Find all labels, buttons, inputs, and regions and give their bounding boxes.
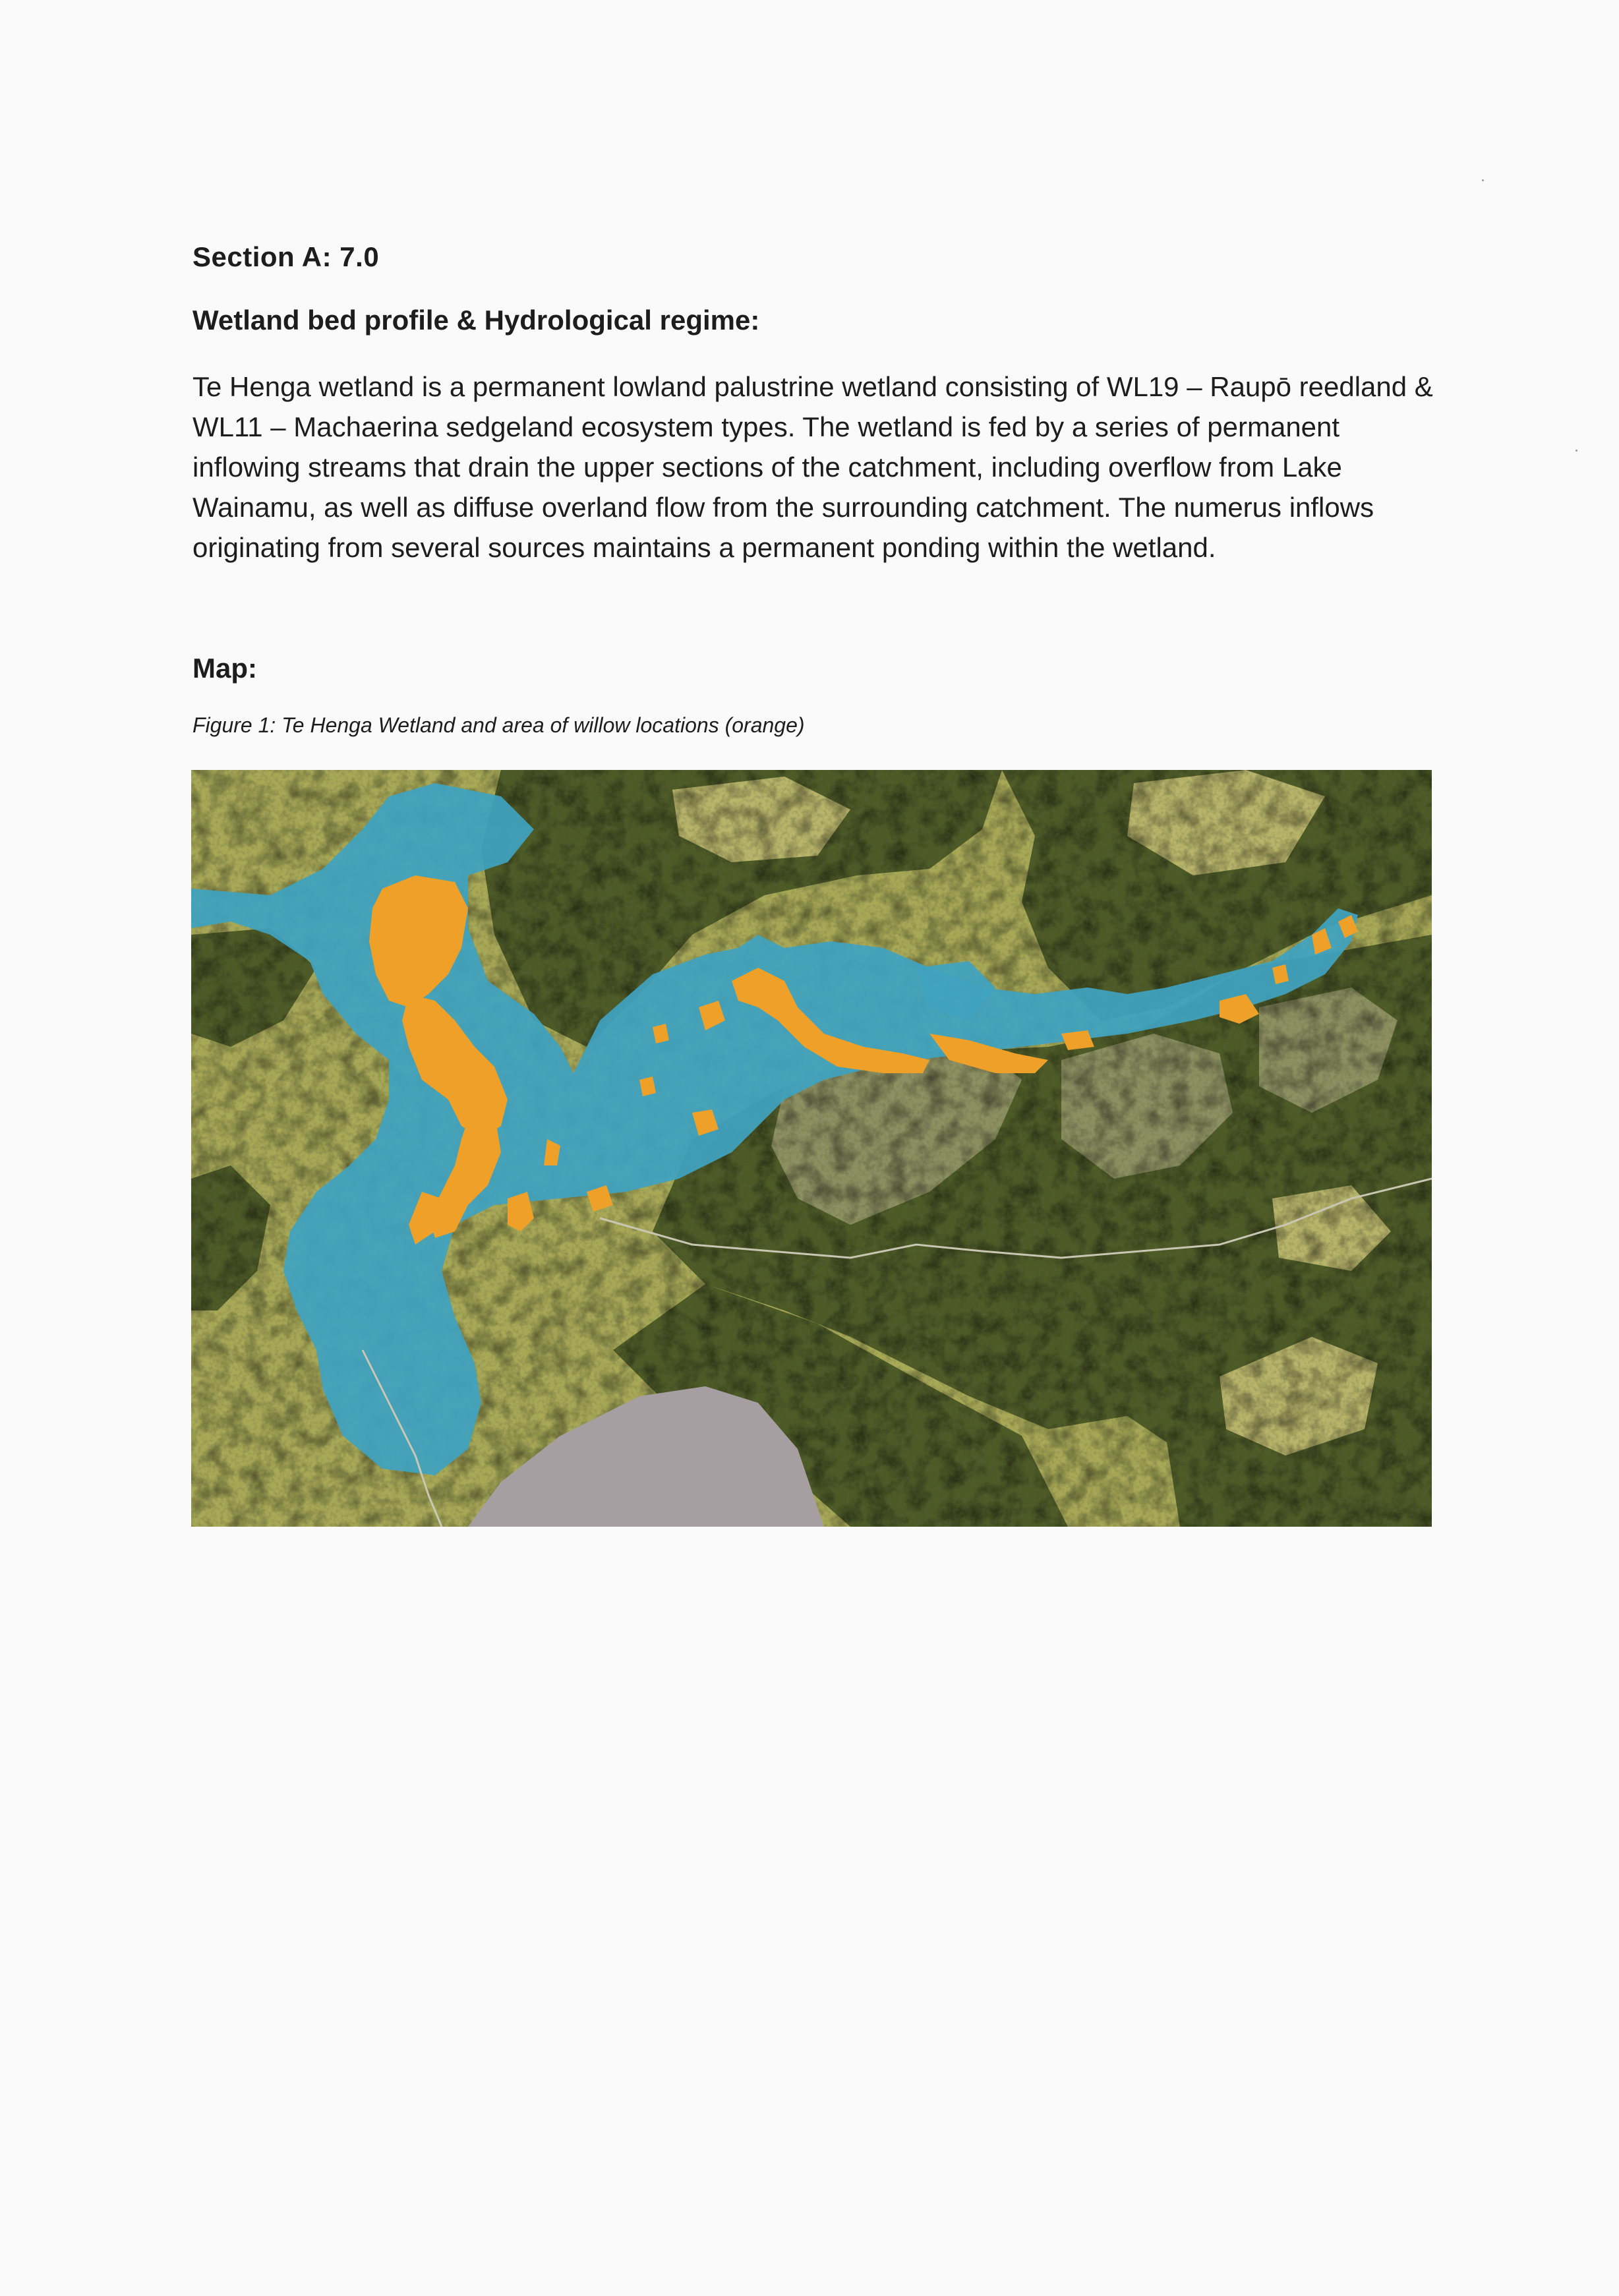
paragraph-line: Te Henga wetland is a permanent lowland palustrine wetland consisting of WL19 – Raupō reedland & [192,371,1433,402]
paragraph-line: WL11 – Machaerina sedgeland ecosystem types. The wetland is fed by a series of permanent [192,411,1340,442]
paragraph-line: originating from several sources maintains a permanent ponding within the wetland. [192,532,1216,563]
figure-caption: Figure 1: Te Henga Wetland and area of willow locations (orange) [192,713,805,737]
scan-speck [1482,179,1484,181]
aerial-map-image [191,770,1432,1527]
map-heading: Map: [192,653,257,684]
scan-speck [1575,450,1577,452]
subheading: Wetland bed profile & Hydrological regime: [192,305,760,336]
paragraph-line: Wainamu, as well as diffuse overland flow from the surrounding catchment. The numerus inflows [192,492,1374,523]
section-label: Section A: 7.0 [192,241,380,272]
aerial-map-figure [191,770,1432,1527]
body-paragraph [192,367,1445,568]
paragraph-line: inflowing streams that drain the upper sections of the catchment, including overflow from Lake [192,452,1342,483]
